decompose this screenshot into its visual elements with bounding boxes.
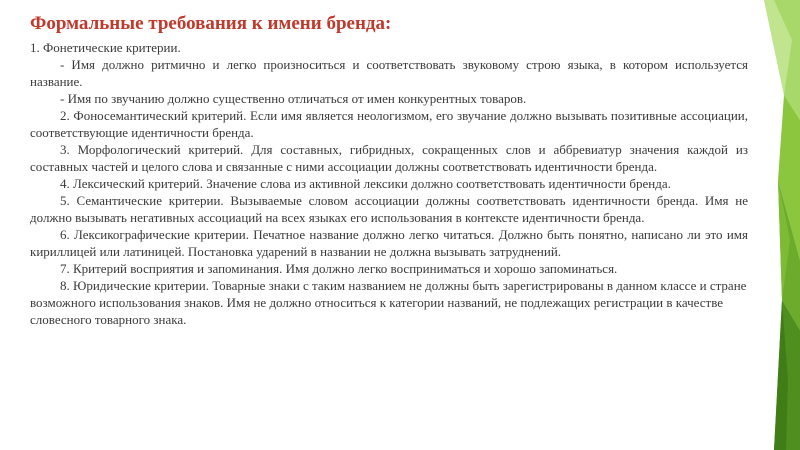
paragraph-lexicographic: 6. Лексикографические критерии. Печатное название должно легко читаться. Должно быть понятно, написано ли это имя кириллицей или латиницей. Постановка ударений в названии не должна вызывать затруднений. [30,227,748,259]
paragraph-perception: 7. Критерий восприятия и запоминания. Имя должно легко восприниматься и хорошо запоминаться. [60,261,618,276]
paragraph-phonetic-distinct: - Имя по звучанию должно существенно отличаться от имен конкурентных товаров. [60,91,527,106]
paragraph-phonosemantic: 2. Фоносемантический критерий. Если имя является неологизмом, его звучание должно вызывать позитивные ассоциации, соответствующие идентичности бренда. [30,108,748,140]
paragraph-lexical: 4. Лексический критерий. Значение слова из активной лексики должно соответствовать идентичности бренда. [60,176,671,191]
slide-body [30,39,748,328]
paragraph-morphological: 3. Морфологический критерий. Для составных, гибридных, сокращенных слов и аббревиатур значения каждой из составных частей и целого слова и связанные с ними ассоциации должны соответствовать идентичности бренда. [30,142,748,174]
paragraph-semantic: 5. Семантические критерии. Вызываемые словом ассоциации должны соответствовать идентичности бренда. Имя не должно вызывать негативных ассоциаций на всех языках его использования в контексте идентичности бренда. [30,193,748,225]
paragraph-legal: 8. Юридические критерии. Товарные знаки с таким названием не должны быть зарегистрированы в данном классе и стране возможного использования знаков. Имя не должно относиться к категории названий, не подлежащих регистрации в качестве словесного товарного знака. [30,278,747,327]
paragraph-phonetic-heading: 1. Фонетические критерии. [30,40,181,55]
slide-title: Формальные требования к имени бренда: [30,13,392,34]
green-facets-decoration [740,0,800,450]
paragraph-phonetic-rhythm: - Имя должно ритмично и легко произноситься и соответствовать звуковому строю языка, в котором используется название. [30,57,748,89]
